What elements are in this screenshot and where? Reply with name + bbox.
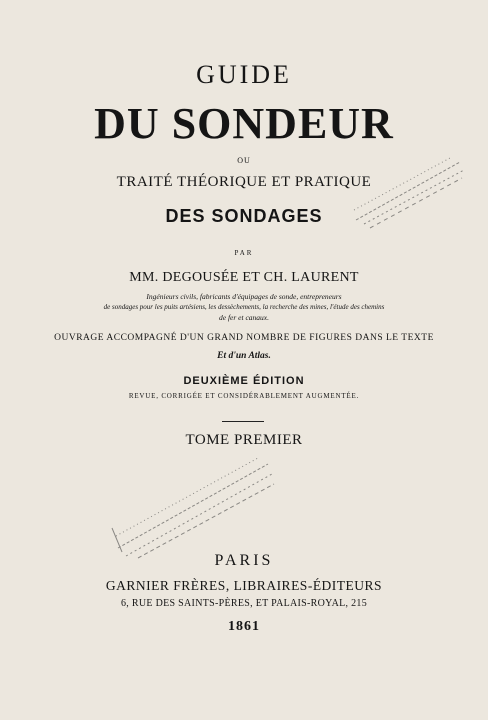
edition-note: REVUE, CORRIGÉE ET CONSIDÉRABLEMENT AUGMENTÉE. bbox=[128, 392, 360, 400]
publisher: GARNIER FRÈRES, LIBRAIRES-ÉDITEURS bbox=[105, 578, 383, 593]
subtitle-line2: DES SONDAGES bbox=[165, 206, 323, 226]
author-description-line3: de fer et canaux. bbox=[219, 313, 269, 322]
par-label: PAR bbox=[234, 249, 254, 257]
ouvrage-note: OUVRAGE ACCOMPAGNÉ D'UN GRAND NOMBRE DE FIGURES DANS LE TEXTE bbox=[54, 333, 434, 343]
atlas-note: Et d'un Atlas. bbox=[217, 351, 271, 361]
city: PARIS bbox=[214, 552, 274, 569]
author-description-line2: de sondages pour les puits artésiens, les dessèchements, la recherche des mines, l'étude des chemins bbox=[103, 303, 385, 311]
title-ou: OU bbox=[237, 156, 251, 165]
divider-rule bbox=[222, 421, 264, 422]
library-stamp-bottom bbox=[108, 452, 278, 562]
year: 1861 bbox=[228, 619, 260, 634]
author-description-line1: Ingénieurs civils, fabricants d'équipages de sonde, entrepreneurs bbox=[146, 292, 342, 301]
edition: DEUXIÈME ÉDITION bbox=[183, 375, 305, 387]
subtitle-line1: TRAITÉ THÉORIQUE ET PRATIQUE bbox=[116, 174, 372, 190]
authors: MM. DEGOUSÉE ET CH. LAURENT bbox=[129, 270, 359, 285]
main-title: DU SONDEUR bbox=[94, 99, 394, 148]
tome: TOME PREMIER bbox=[185, 432, 303, 448]
title-guide: GUIDE bbox=[196, 60, 292, 89]
publisher-address: 6, RUE DES SAINTS-PÈRES, ET PALAIS-ROYAL, 215 bbox=[120, 598, 368, 609]
